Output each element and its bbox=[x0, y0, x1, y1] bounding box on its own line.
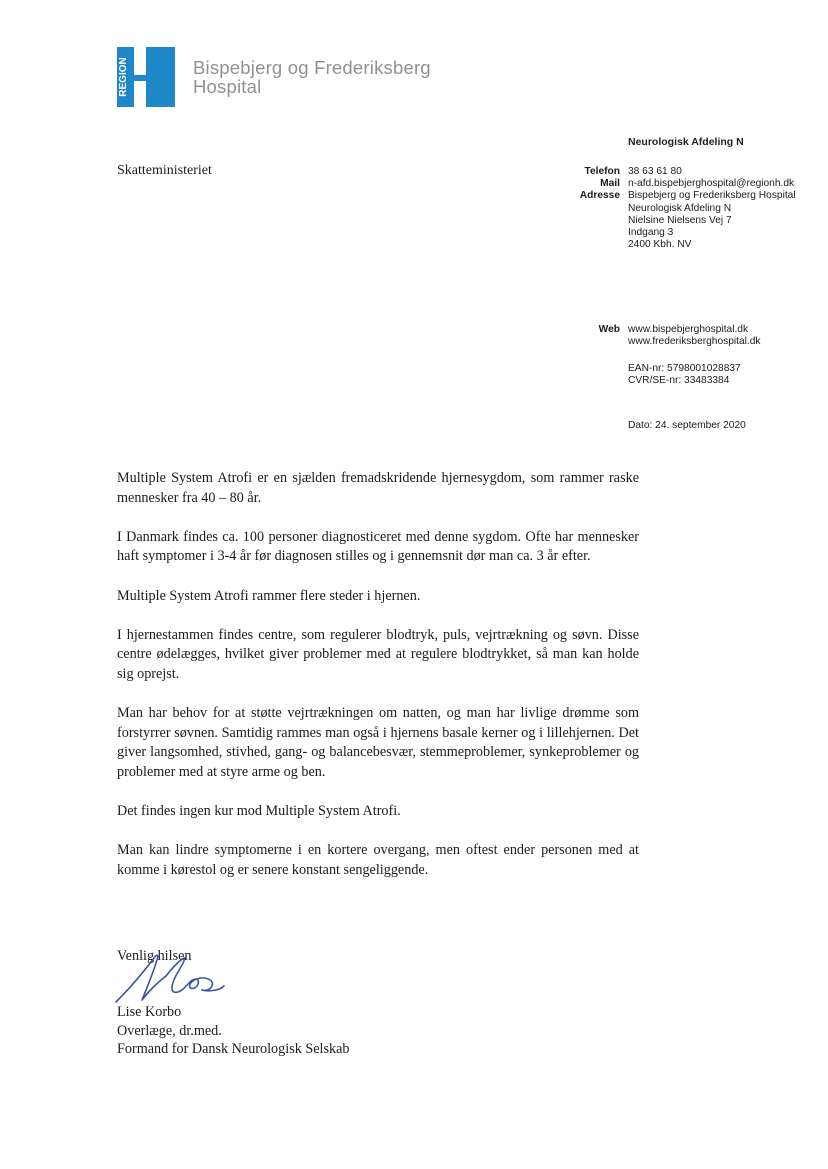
cvr-number: CVR/SE-nr: 33483384 bbox=[628, 375, 730, 387]
body-paragraph: Man har behov for at støtte vejrtrækningen om natten, og man har livlige drømme som forstyrrer søvnen. Samtidig rammes man også i hjernens basale kerner og i lillehjernen. Det giver langsomhed, stivhed, gang- og balancebesvær, stemmeproblemer, synkeproblemer og problemer med at styre arme og ben. bbox=[117, 705, 639, 780]
web-link-frederiksberg[interactable]: www.frederiksberghospital.dk bbox=[628, 336, 761, 348]
web-label: Web bbox=[598, 324, 620, 335]
phone-label: Telefon bbox=[584, 166, 620, 177]
hospital-name-line-2: Hospital bbox=[193, 76, 262, 97]
ean-number: EAN-nr: 5798001028837 bbox=[628, 363, 741, 374]
hospital-name bbox=[193, 58, 431, 96]
address-line: Nielsine Nielsens Vej 7 bbox=[628, 214, 732, 226]
address-lines bbox=[628, 190, 796, 251]
body-paragraph: Multiple System Atrofi er en sjælden fremadskridende hjernesygdom, som rammer raske mennesker fra 40 – 80 år. bbox=[117, 470, 639, 506]
body-paragraph: Multiple System Atrofi rammer flere steder i hjernen. bbox=[117, 587, 421, 604]
address-line: Indgang 3 bbox=[628, 227, 674, 239]
address-line: Bispebjerg og Frederiksberg Hospital bbox=[628, 190, 796, 202]
closing-greeting: Venlig hilsen bbox=[117, 948, 192, 964]
web-block bbox=[540, 324, 761, 348]
letter-date: Dato: 24. september 2020 bbox=[628, 420, 746, 431]
signer-title: Overlæge, dr.med. bbox=[117, 1022, 222, 1039]
contact-address-row bbox=[540, 190, 796, 251]
registration-numbers bbox=[628, 363, 741, 387]
address-line: 2400 Kbh. NV bbox=[628, 239, 692, 251]
department-name: Neurologisk Afdeling N bbox=[628, 136, 744, 148]
mail-link[interactable]: n-afd.bispebjerghospital@regionh.dk bbox=[628, 178, 795, 190]
recipient: Skatteministeriet bbox=[117, 163, 212, 178]
body-paragraph: I Danmark findes ca. 100 personer diagnosticeret med denne sygdom. Ofte har mennesker haft symptomer i 3-4 år før diagnosen stilles og i gennemsnit dør man ca. 3 år efter. bbox=[117, 528, 639, 565]
body-paragraph: I hjernestammen findes centre, som regulerer blodtryk, puls, vejrtrækning og søvn. Disse centre ødelægges, hvilket giver problemer med at regulere blodtrykket, så man kan holde sig oprejst. bbox=[117, 626, 639, 682]
region-logo bbox=[117, 47, 175, 107]
phone-value: 38 63 61 80 bbox=[628, 166, 682, 177]
web-link-bispebjerg[interactable]: www.bispebjerghospital.dk bbox=[628, 324, 749, 335]
body-paragraph: Det findes ingen kur mod Multiple System Atrofi. bbox=[117, 802, 401, 819]
contact-phone-row bbox=[540, 166, 796, 178]
letter-body bbox=[117, 469, 639, 900]
contact-block bbox=[540, 166, 796, 251]
region-logo-text: REGION bbox=[118, 57, 129, 97]
address-label: Adresse bbox=[579, 190, 620, 202]
address-line: Neurologisk Afdeling N bbox=[628, 202, 732, 214]
contact-mail-row bbox=[540, 178, 796, 190]
signer-role: Formand for Dansk Neurologisk Selskab bbox=[117, 1041, 350, 1057]
signer-block bbox=[117, 1003, 350, 1059]
hospital-name-line-1: Bispebjerg og Frederiksberg bbox=[193, 57, 431, 78]
body-paragraph: Man kan lindre symptomerne i en kortere overgang, men oftest ender personen med at komme i kørestol og er senere konstant sengeliggende. bbox=[117, 842, 639, 878]
mail-label: Mail bbox=[600, 178, 620, 190]
handwritten-signature bbox=[114, 946, 232, 1008]
signer-name: Lise Korbo bbox=[117, 1004, 182, 1020]
